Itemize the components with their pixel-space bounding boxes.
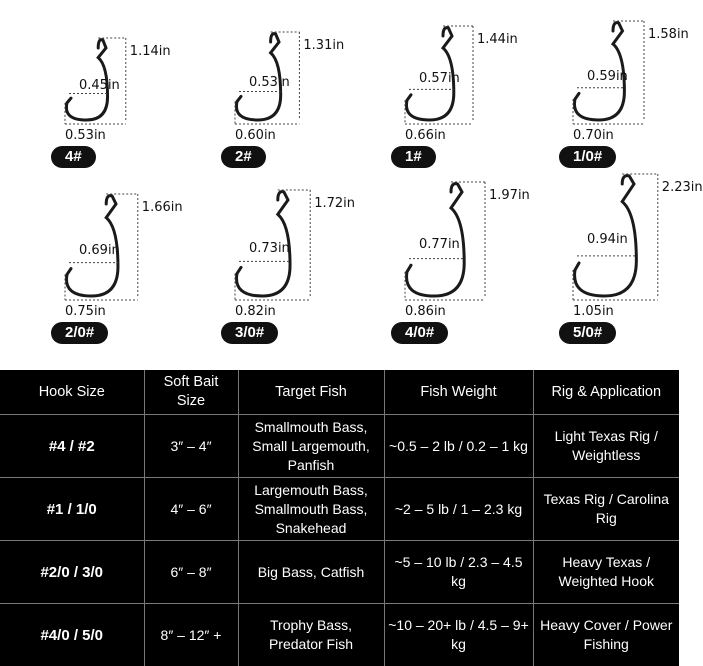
cell-bait-size: 4″ – 6″: [144, 478, 238, 541]
hook-item: [510, 0, 680, 185]
hook-item: [342, 170, 512, 355]
hook-width-label: 0.53in: [65, 128, 106, 143]
header-target-fish: Target Fish: [238, 370, 384, 415]
hook-size-badge: 2/0#: [51, 322, 108, 344]
cell-hook-size: #4 / #2: [0, 415, 144, 478]
header-hook-size: Hook Size: [0, 370, 144, 415]
cell-target-fish: Big Bass, Catfish: [238, 541, 384, 604]
cell-rig: Texas Rig / Carolina Rig: [533, 478, 679, 541]
cell-target-fish: Largemouth Bass, Smallmouth Bass, Snakehead: [238, 478, 384, 541]
hook-size-badge: 1/0#: [559, 146, 616, 168]
cell-hook-size: #1 / 1/0: [0, 478, 144, 541]
hook-item: [172, 170, 342, 355]
hook-size-badge: 3/0#: [221, 322, 278, 344]
hook-gap-label: 0.53in: [249, 75, 290, 90]
header-soft-bait-size: Soft Bait Size: [144, 370, 238, 415]
cell-fish-weight: ~5 – 10 lb / 2.3 – 4.5 kg: [384, 541, 533, 604]
hook-gap-label: 0.77in: [419, 237, 460, 252]
hook-size-badge: 2#: [221, 146, 266, 168]
table-row: [0, 604, 679, 666]
cell-fish-weight: ~10 – 20+ lb / 4.5 – 9+ kg: [384, 604, 533, 666]
hook-length-label: 2.23in: [662, 180, 703, 195]
cell-target-fish: Trophy Bass, Predator Fish: [238, 604, 384, 666]
hook-length-label: 1.97in: [489, 188, 530, 203]
hook-length-label: 1.72in: [314, 196, 355, 211]
hook-length-label: 1.44in: [477, 32, 518, 47]
hook-item: [2, 0, 172, 185]
hook-length-label: 1.14in: [130, 44, 171, 59]
hook-length-label: 1.66in: [142, 200, 183, 215]
header-fish-weight: Fish Weight: [384, 370, 533, 415]
hook-item: [172, 0, 342, 185]
cell-rig: Heavy Cover / Power Fishing: [533, 604, 679, 666]
cell-bait-size: 8″ – 12″ +: [144, 604, 238, 666]
hook-item: [2, 170, 172, 355]
table-row: [0, 541, 679, 604]
cell-hook-size: #4/0 / 5/0: [0, 604, 144, 666]
cell-target-fish: Smallmouth Bass, Small Largemouth, Panfish: [238, 415, 384, 478]
hook-size-badge: 4/0#: [391, 322, 448, 344]
hook-size-badge: 1#: [391, 146, 436, 168]
cell-fish-weight: ~0.5 – 2 lb / 0.2 – 1 kg: [384, 415, 533, 478]
hook-width-label: 0.66in: [405, 128, 446, 143]
cell-rig: Light Texas Rig / Weightless: [533, 415, 679, 478]
hook-width-label: 0.82in: [235, 304, 276, 319]
hook-width-label: 1.05in: [573, 304, 614, 319]
cell-bait-size: 6″ – 8″: [144, 541, 238, 604]
table-row: [0, 415, 679, 478]
table-row: [0, 478, 679, 541]
cell-hook-size: #2/0 / 3/0: [0, 541, 144, 604]
hook-item: [342, 0, 512, 185]
cell-rig: Heavy Texas / Weighted Hook: [533, 541, 679, 604]
hook-width-label: 0.70in: [573, 128, 614, 143]
hook-gap-label: 0.73in: [249, 241, 290, 256]
hook-width-label: 0.75in: [65, 304, 106, 319]
hook-width-label: 0.86in: [405, 304, 446, 319]
hook-width-label: 0.60in: [235, 128, 276, 143]
hook-gap-label: 0.59in: [587, 69, 628, 84]
hook-gap-label: 0.69in: [79, 243, 120, 258]
hook-size-badge: 5/0#: [559, 322, 616, 344]
hook-item: [510, 170, 680, 355]
table-header-row: [0, 370, 679, 415]
hook-size-badge: 4#: [51, 146, 96, 168]
hook-gap-label: 0.45in: [79, 78, 120, 93]
header-rig-application: Rig & Application: [533, 370, 679, 415]
hook-spec-table: [0, 370, 679, 666]
cell-fish-weight: ~2 – 5 lb / 1 – 2.3 kg: [384, 478, 533, 541]
cell-bait-size: 3″ – 4″: [144, 415, 238, 478]
hook-gap-label: 0.94in: [587, 232, 628, 247]
hook-gap-label: 0.57in: [419, 71, 460, 86]
hook-length-label: 1.31in: [303, 38, 344, 53]
hook-length-label: 1.58in: [648, 27, 689, 42]
